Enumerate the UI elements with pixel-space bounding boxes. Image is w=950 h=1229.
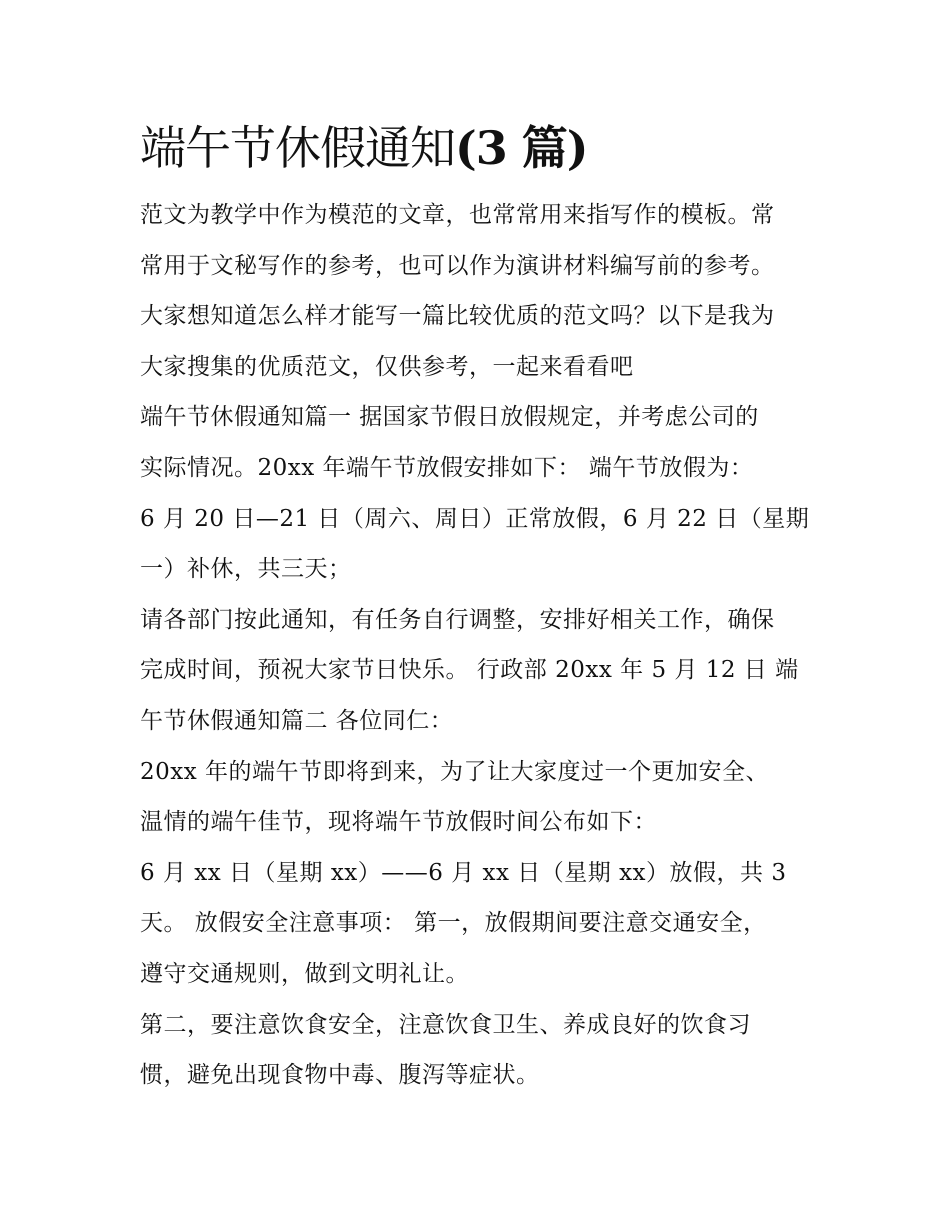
body-line: 惯，避免出现食物中毒、腹泻等症状。 xyxy=(140,1062,540,1089)
document-title-main: 端午节休假通知 xyxy=(140,121,455,175)
body-line: 范文为教学中作为模范的文章，也常常用来指写作的模板。常 xyxy=(140,202,775,228)
body-line: 常用于文秘写作的参考，也可以作为演讲材料编写前的参考。 xyxy=(140,252,775,279)
document-page xyxy=(140,112,820,1101)
body-line: 温情的端午佳节，现将端午节放假时间公布如下： xyxy=(140,809,657,836)
body-line: 午节休假通知篇二 各位同仁： xyxy=(140,707,454,734)
body-line: 天。 放假安全注意事项： 第一，放假期间要注意交通安全， xyxy=(140,910,767,937)
body-line: 第二，要注意饮食安全，注意饮食卫生、养成良好的饮食习 xyxy=(140,1011,751,1038)
body-line: 6 月 xx 日（星期 xx）——6 月 xx 日（星期 xx）放假，共 3 xyxy=(140,859,787,886)
body-line: 实际情况。20xx 年端午节放假安排如下： 端午节放假为： xyxy=(140,454,754,481)
body-line: 端午节休假通知篇一 据国家节假日放假规定，并考虑公司的 xyxy=(140,404,759,431)
body-line: 大家想知道怎么样才能写一篇比较优质的范文吗？以下是我为 xyxy=(140,303,775,330)
body-line: 一）补休，共三天； xyxy=(140,556,352,583)
document-body xyxy=(140,190,820,1101)
body-line: 大家搜集的优质范文，仅供参考，一起来看看吧 xyxy=(140,353,634,380)
body-line: 6 月 20 日—21 日（周六、周日）正常放假，6 月 22 日（星期 xyxy=(140,505,810,532)
body-line: 20xx 年的端午节即将到来，为了让大家度过一个更加安全、 xyxy=(140,758,770,785)
document-title-suffix: (3 篇) xyxy=(455,121,588,175)
body-line: 遵守交通规则，做到文明礼让。 xyxy=(140,960,469,987)
body-line: 请各部门按此通知，有任务自行调整，安排好相关工作，确保 xyxy=(140,606,775,633)
document-title xyxy=(140,112,820,184)
body-line: 完成时间，预祝大家节日快乐。 行政部 20xx 年 5 月 12 日 端 xyxy=(140,657,799,684)
